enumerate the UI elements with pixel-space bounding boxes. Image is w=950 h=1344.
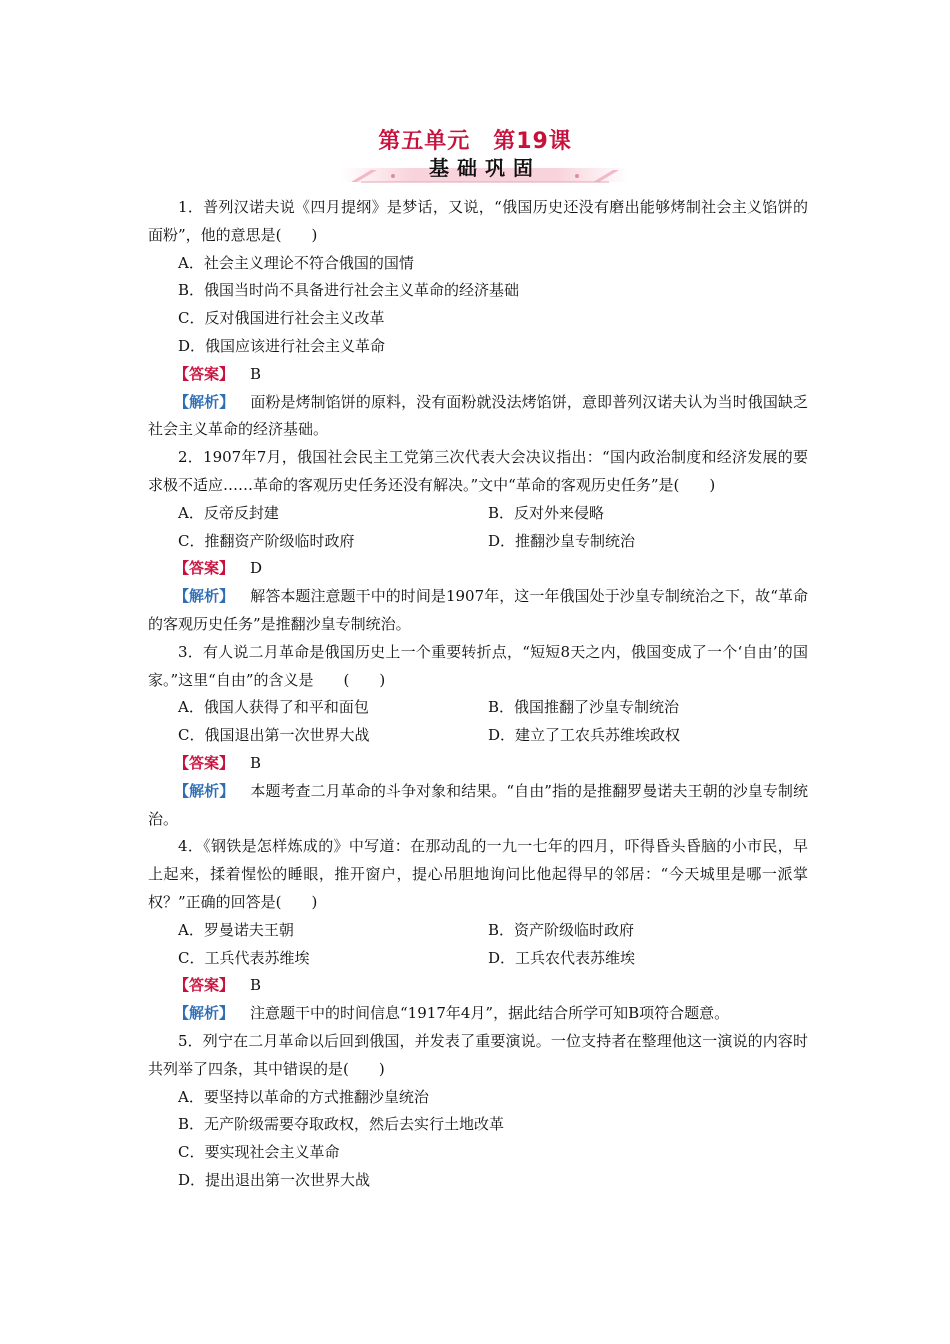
analysis-label: 【解析】 xyxy=(174,587,235,606)
analysis-label: 【解析】 xyxy=(174,781,235,800)
question-1-option-a: A．社会主义理论不符合俄国的国情 xyxy=(178,253,414,272)
answer-value: B xyxy=(250,753,262,772)
question-2-option-b: B．反对外来侵略 xyxy=(488,503,605,522)
analysis-text: 注意题干中的时间信息“1917年4月”，据此结合所学可知B项符合题意。 xyxy=(250,1004,730,1023)
question-3-stem: 3．有人说二月革命是俄国历史上一个重要转折点，“短短8天之内，俄国变成了一个‘自由’的国家。”这里“自由”的含义是 ( ) xyxy=(148,642,808,689)
section-banner xyxy=(341,156,629,184)
question-4-options-row-1 xyxy=(178,917,808,945)
section-title: 基础巩固 xyxy=(429,156,541,180)
question-3-options-row-1 xyxy=(178,694,808,722)
analysis-label: 【解析】 xyxy=(174,1004,235,1023)
question-4-options-row-2 xyxy=(178,945,808,973)
question-2-options-row-1 xyxy=(178,500,808,528)
answer-label: 【答案】 xyxy=(174,976,235,995)
question-1-analysis xyxy=(148,389,808,445)
analysis-label: 【解析】 xyxy=(174,392,235,411)
question-2-stem: 2．1907年7月，俄国社会民主工党第三次代表大会决议指出：“国内政治制度和经济发展的要求极不适应……革命的客观历史任务还没有解决。”文中“革命的客观历史任务”是( ) xyxy=(148,448,808,494)
analysis-text: 本题考查二月革命的斗争对象和结果。“自由”指的是推翻罗曼诺夫王朝的沙皇专制统治。 xyxy=(148,781,808,828)
question-3-analysis xyxy=(148,778,808,834)
question-1-option-d: D．俄国应该进行社会主义革命 xyxy=(178,336,386,355)
question-4-option-a: A．罗曼诺夫王朝 xyxy=(178,920,294,939)
question-3-option-b: B．俄国推翻了沙皇专制统治 xyxy=(488,698,680,717)
question-2-answer xyxy=(174,555,808,583)
question-5-option-d: D．提出退出第一次世界大战 xyxy=(178,1170,371,1189)
question-3-option-a: A．俄国人获得了和平和面包 xyxy=(178,698,369,717)
answer-value: D xyxy=(250,559,263,578)
question-list xyxy=(148,194,808,1195)
question-1-option-b: B．俄国当时尚不具备进行社会主义革命的经济基础 xyxy=(178,281,520,300)
question-3-option-c: C．俄国退出第一次世界大战 xyxy=(178,726,370,745)
question-4-option-b: B．资产阶级临时政府 xyxy=(488,920,635,939)
question-2-option-c: C．推翻资产阶级临时政府 xyxy=(178,531,355,550)
question-4-option-c: C．工兵代表苏维埃 xyxy=(178,948,310,967)
question-4-stem: 4．《钢铁是怎样炼成的》中写道：在那动乱的一九一七年的四月，吓得昏头昏脑的小市民，早上起来，揉着惺忪的睡眼，推开窗户，提心吊胆地询问比他起得早的邻居：“今天城里是哪一派掌权？”正确的回答是( ) xyxy=(148,837,808,911)
analysis-text: 面粉是烤制馅饼的原料，没有面粉就没法烤馅饼，意即普列汉诺夫认为当时俄国缺乏社会主义革命的经济基础。 xyxy=(148,392,808,439)
question-5-option-c: C．要实现社会主义革命 xyxy=(178,1143,340,1162)
lesson-title: 第五单元 第19课 xyxy=(378,129,572,154)
question-1-stem: 1．普列汉诺夫说《四月提纲》是梦话，又说，“俄国历史还没有磨出能够烤制社会主义馅饼的面粉”，他的意思是( ) xyxy=(148,198,808,244)
question-5-option-b: B．无产阶级需要夺取政权，然后去实行土地改革 xyxy=(178,1115,505,1134)
question-5-stem: 5．列宁在二月革命以后回到俄国，并发表了重要演说。一位支持者在整理他这一演说的内容时共列举了四条，其中错误的是( ) xyxy=(148,1031,808,1078)
question-1-option-c: C．反对俄国进行社会主义改革 xyxy=(178,309,385,328)
answer-value: B xyxy=(250,364,262,383)
analysis-text: 解答本题注意题干中的时间是1907年，这一年俄国处于沙皇专制统治之下，故“革命的客观历史任务”是推翻沙皇专制统治。 xyxy=(148,587,808,633)
question-4-analysis xyxy=(148,1000,808,1028)
answer-label: 【答案】 xyxy=(174,559,235,578)
question-3-answer xyxy=(174,750,808,778)
question-3-option-d: D．建立了工农兵苏维埃政权 xyxy=(488,726,681,745)
answer-label: 【答案】 xyxy=(174,364,235,383)
question-5-option-a: A．要坚持以革命的方式推翻沙皇统治 xyxy=(178,1087,429,1106)
question-4-option-d: D．工兵农代表苏维埃 xyxy=(488,948,636,967)
question-2-analysis xyxy=(148,583,808,639)
question-2-option-d: D．推翻沙皇专制统治 xyxy=(488,531,636,550)
answer-value: B xyxy=(250,976,262,995)
question-1-answer xyxy=(174,361,808,389)
answer-label: 【答案】 xyxy=(174,753,235,772)
question-4-answer xyxy=(174,972,808,1000)
question-2-option-a: A．反帝反封建 xyxy=(178,503,279,522)
question-3-options-row-2 xyxy=(178,722,808,750)
question-2-options-row-2 xyxy=(178,528,808,556)
